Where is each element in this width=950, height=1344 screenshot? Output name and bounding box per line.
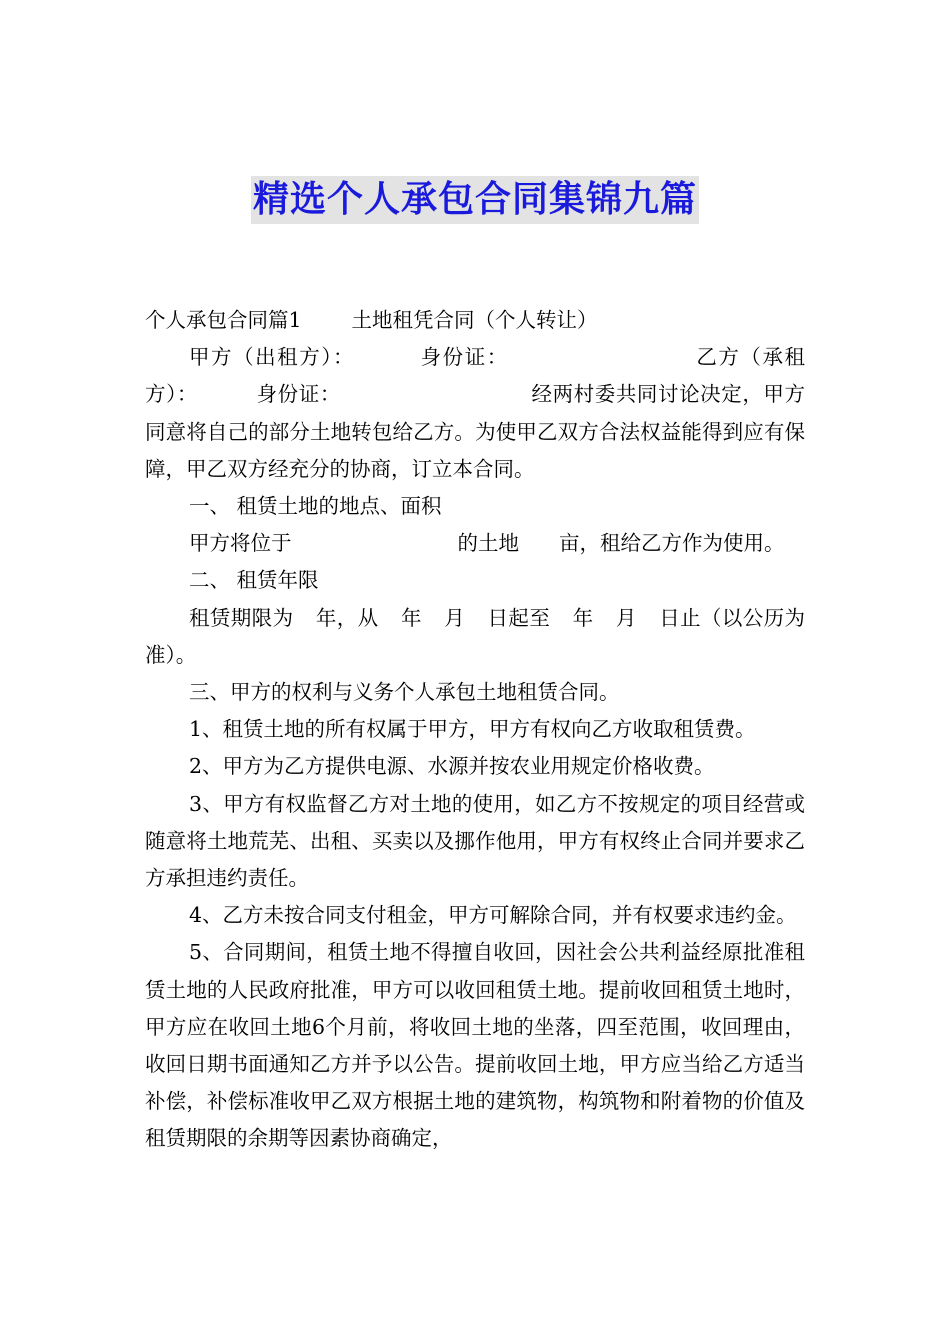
parties-paragraph	[145, 339, 805, 488]
document-body	[145, 302, 805, 1158]
s1-text-c: 亩，租给乙方作为使用。	[559, 531, 785, 556]
list-item: 3、甲方有权监督乙方对土地的使用，如乙方不按规定的项目经营或随意将土地荒芜、出租、买卖以及挪作他用，甲方有权终止合同并要求乙方承担违约责任。	[145, 791, 805, 891]
contract-heading-part2: 土地租凭合同（个人转让）	[351, 308, 598, 332]
list-item: 1、租赁土地的所有权属于甲方，甲方有权向乙方收取租赁费。	[189, 717, 756, 742]
s1-text-a: 甲方将位于	[189, 531, 292, 556]
party-b-label-end: 方）：	[145, 382, 198, 407]
document-title: 精选个人承包合同集锦九篇	[251, 176, 699, 224]
contract-heading-part1: 个人承包合同篇1	[145, 308, 302, 332]
s1-text-b: 的土地	[457, 531, 519, 556]
s2-t6: 年	[572, 605, 594, 630]
list-item: 2、甲方为乙方提供电源、水源并按农业用规定价格收费。	[189, 754, 715, 779]
s2-t5: 日起至	[487, 605, 551, 630]
section-2-text	[145, 600, 805, 674]
title-container	[0, 176, 950, 224]
s2-t1: 租赁期限为	[189, 605, 294, 630]
section-1-title: 一、 租赁土地的地点、面积	[189, 494, 442, 519]
list-item: 4、乙方未按合同支付租金，甲方可解除合同，并有权要求违约金。	[189, 903, 797, 928]
s2-t2: 年，从	[315, 605, 379, 630]
party-a-label: 甲方（出租方）：	[189, 345, 356, 370]
s2-t8: 日止（以公历为准）。	[145, 605, 806, 667]
party-a-id-label: 身份证：	[419, 345, 509, 370]
party-b-id-label: 身份证：	[256, 382, 341, 407]
party-b-label-start: 乙方（承租	[694, 345, 806, 370]
contract-heading	[145, 302, 805, 339]
section-1-text	[145, 525, 805, 562]
section-3-title: 三、甲方的权利与义务个人承包土地租赁合同。	[189, 680, 620, 705]
section-2-title: 二、 租赁年限	[189, 568, 319, 593]
intro-text: 经两村委共同讨论决定，甲方同意将自己的部分土地转包给乙方。为使甲乙双方合法权益能得到应有保障，甲乙双方经充分的协商，订立本合同。	[145, 382, 806, 481]
s2-t4: 月	[443, 605, 466, 630]
list-item: 5、合同期间，租赁土地不得擅自收回，因社会公共利益经原批准租赁土地的人民政府批准，甲方可以收回租赁土地。提前收回租赁土地时，甲方应在收回土地6个月前，将收回土地的坐落，四至范围，收回理由，收回日期书面通知乙方并予以公告。提前收回土地，甲方应当给乙方适当补偿，补偿标准收甲乙双方根据土地的建筑物，构筑物和附着物的价值及租赁期限的余期等因素协商确定，	[145, 940, 805, 1151]
s2-t3: 年	[400, 605, 422, 630]
s2-t7: 月	[615, 605, 637, 630]
